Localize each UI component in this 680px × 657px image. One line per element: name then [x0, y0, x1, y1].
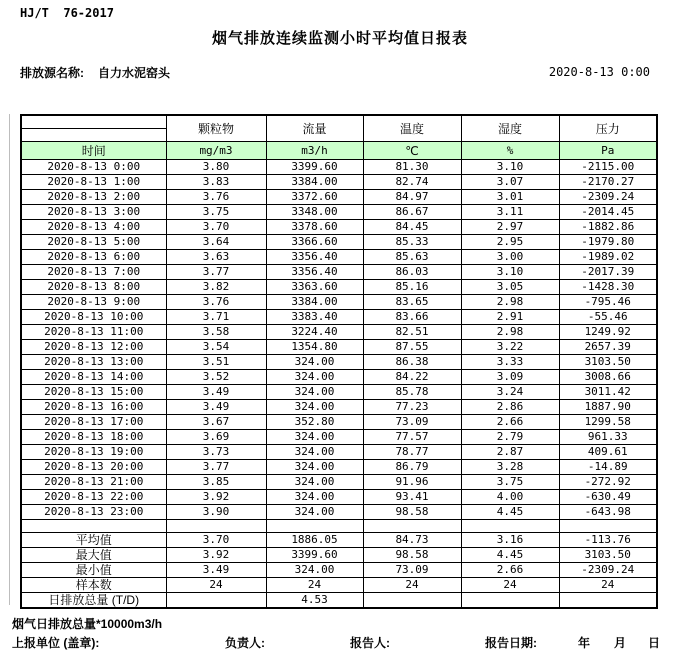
value-cell: 2.66 — [461, 415, 559, 430]
value-cell: -55.46 — [559, 310, 657, 325]
summary-row — [21, 548, 657, 563]
value-cell: 3.70 — [166, 220, 266, 235]
header-blank-top-cell — [21, 115, 166, 129]
value-cell: -1979.80 — [559, 235, 657, 250]
value-cell: 3366.60 — [266, 235, 363, 250]
table-row — [21, 310, 657, 325]
summary-value-cell: 24 — [559, 578, 657, 593]
time-cell: 2020-8-13 12:00 — [21, 340, 166, 355]
value-cell: -1428.30 — [559, 280, 657, 295]
value-cell: 4.45 — [461, 505, 559, 520]
year-label: 年 — [578, 636, 591, 650]
value-cell: -1882.86 — [559, 220, 657, 235]
source-name-label: 排放源名称: — [20, 66, 84, 80]
value-cell: 3.07 — [461, 175, 559, 190]
value-cell: 3356.40 — [266, 265, 363, 280]
value-cell: 86.38 — [363, 355, 461, 370]
value-cell: -630.49 — [559, 490, 657, 505]
value-cell: -2014.45 — [559, 205, 657, 220]
time-cell: 2020-8-13 6:00 — [21, 250, 166, 265]
value-cell: 2.95 — [461, 235, 559, 250]
summary-value-cell: 324.00 — [266, 563, 363, 578]
summary-row — [21, 563, 657, 578]
value-cell: 78.77 — [363, 445, 461, 460]
time-cell: 2020-8-13 3:00 — [21, 205, 166, 220]
value-cell: 3103.50 — [559, 355, 657, 370]
summary-value-cell: 24 — [266, 578, 363, 593]
unit-temperature: ℃ — [363, 142, 461, 160]
value-cell: 3.54 — [166, 340, 266, 355]
table-row — [21, 490, 657, 505]
value-cell: 3.71 — [166, 310, 266, 325]
value-cell: 3372.60 — [266, 190, 363, 205]
empty-cell — [363, 520, 461, 533]
value-cell: 3356.40 — [266, 250, 363, 265]
value-cell: 3.24 — [461, 385, 559, 400]
page-margin-guide — [9, 114, 10, 605]
value-cell: 3.63 — [166, 250, 266, 265]
summary-label-cell: 样本数 — [21, 578, 166, 593]
monitoring-table — [20, 114, 658, 609]
unit-humidity: % — [461, 142, 559, 160]
value-cell: 3378.60 — [266, 220, 363, 235]
value-cell: 73.09 — [363, 415, 461, 430]
value-cell: 324.00 — [266, 460, 363, 475]
table-row — [21, 325, 657, 340]
table-row — [21, 340, 657, 355]
summary-value-cell: -113.76 — [559, 533, 657, 548]
table-row — [21, 445, 657, 460]
time-cell: 2020-8-13 16:00 — [21, 400, 166, 415]
table-row — [21, 265, 657, 280]
param-header-particulate: 颗粒物 — [166, 115, 266, 142]
value-cell: 1249.92 — [559, 325, 657, 340]
value-cell: -14.89 — [559, 460, 657, 475]
value-cell: 82.74 — [363, 175, 461, 190]
time-cell: 2020-8-13 2:00 — [21, 190, 166, 205]
summary-label-cell: 最大值 — [21, 548, 166, 563]
value-cell: 3348.00 — [266, 205, 363, 220]
value-cell: 3.58 — [166, 325, 266, 340]
reporter-label: 报告人: — [350, 636, 390, 650]
value-cell: 81.30 — [363, 160, 461, 175]
value-cell: 2657.39 — [559, 340, 657, 355]
value-cell: 3.69 — [166, 430, 266, 445]
value-cell: 3.82 — [166, 280, 266, 295]
value-cell: 85.78 — [363, 385, 461, 400]
table-row — [21, 400, 657, 415]
param-header-temperature: 温度 — [363, 115, 461, 142]
summary-row — [21, 578, 657, 593]
value-cell: 1887.90 — [559, 400, 657, 415]
value-cell: 3.67 — [166, 415, 266, 430]
summary-label-cell: 平均值 — [21, 533, 166, 548]
value-cell: 77.57 — [363, 430, 461, 445]
summary-value-cell: 1886.05 — [266, 533, 363, 548]
value-cell: 86.67 — [363, 205, 461, 220]
value-cell: 3008.66 — [559, 370, 657, 385]
summary-value-cell: 4.53 — [266, 593, 363, 609]
value-cell: 3.51 — [166, 355, 266, 370]
value-cell: 324.00 — [266, 475, 363, 490]
param-header-flow: 流量 — [266, 115, 363, 142]
value-cell: 3.52 — [166, 370, 266, 385]
summary-row — [21, 533, 657, 548]
time-cell: 2020-8-13 8:00 — [21, 280, 166, 295]
source-name-value: 自力水泥窑头 — [98, 66, 171, 80]
summary-label-cell: 最小值 — [21, 563, 166, 578]
value-cell: 2.86 — [461, 400, 559, 415]
value-cell: 3.10 — [461, 265, 559, 280]
value-cell: 84.97 — [363, 190, 461, 205]
time-cell: 2020-8-13 0:00 — [21, 160, 166, 175]
value-cell: 3.33 — [461, 355, 559, 370]
value-cell: -795.46 — [559, 295, 657, 310]
summary-value-cell: 98.58 — [363, 548, 461, 563]
value-cell: 85.33 — [363, 235, 461, 250]
value-cell: 3011.42 — [559, 385, 657, 400]
value-cell: -2309.24 — [559, 190, 657, 205]
report-datetime: 2020-8-13 0:00 — [548, 65, 650, 79]
value-cell: 1299.58 — [559, 415, 657, 430]
table-row — [21, 385, 657, 400]
value-cell: 86.03 — [363, 265, 461, 280]
value-cell: -2115.00 — [559, 160, 657, 175]
value-cell: 85.16 — [363, 280, 461, 295]
table-row — [21, 250, 657, 265]
value-cell: 91.96 — [363, 475, 461, 490]
time-cell: 2020-8-13 10:00 — [21, 310, 166, 325]
responsible-label: 负责人: — [225, 636, 265, 650]
standard-number: HJ/T 76-2017 — [20, 6, 114, 20]
value-cell: 352.80 — [266, 415, 363, 430]
summary-value-cell: 3103.50 — [559, 548, 657, 563]
empty-cell — [166, 520, 266, 533]
value-cell: 3.80 — [166, 160, 266, 175]
table-row — [21, 205, 657, 220]
value-cell: 324.00 — [266, 505, 363, 520]
value-cell: 77.23 — [363, 400, 461, 415]
value-cell: 324.00 — [266, 490, 363, 505]
param-header-humidity: 湿度 — [461, 115, 559, 142]
value-cell: 2.98 — [461, 325, 559, 340]
time-cell: 2020-8-13 11:00 — [21, 325, 166, 340]
value-cell: -2017.39 — [559, 265, 657, 280]
time-cell: 2020-8-13 19:00 — [21, 445, 166, 460]
value-cell: 82.51 — [363, 325, 461, 340]
summary-value-cell: 24 — [166, 578, 266, 593]
value-cell: 83.65 — [363, 295, 461, 310]
month-label: 月 — [614, 636, 627, 650]
value-cell: 3.83 — [166, 175, 266, 190]
value-cell: 86.79 — [363, 460, 461, 475]
summary-value-cell: -2309.24 — [559, 563, 657, 578]
value-cell: 3.05 — [461, 280, 559, 295]
summary-value-cell: 3.70 — [166, 533, 266, 548]
unit-particulate: mg/m3 — [166, 142, 266, 160]
summary-value-cell: 24 — [461, 578, 559, 593]
value-cell: 3383.40 — [266, 310, 363, 325]
value-cell: 409.61 — [559, 445, 657, 460]
report-unit-label: 上报单位 (盖章): — [12, 636, 100, 650]
summary-value-cell: 3399.60 — [266, 548, 363, 563]
summary-value-cell — [461, 593, 559, 609]
value-cell: 3.76 — [166, 190, 266, 205]
summary-value-cell — [559, 593, 657, 609]
report-title: 烟气排放连续监测小时平均值日报表 — [211, 30, 468, 47]
signature-row — [0, 634, 680, 650]
source-row — [20, 64, 170, 81]
value-cell: 3.28 — [461, 460, 559, 475]
empty-cell — [461, 520, 559, 533]
time-cell: 2020-8-13 18:00 — [21, 430, 166, 445]
units-row — [21, 142, 657, 160]
data-rows — [21, 160, 657, 520]
summary-value-cell — [166, 593, 266, 609]
summary-value-cell: 4.45 — [461, 548, 559, 563]
value-cell: 324.00 — [266, 355, 363, 370]
value-cell: 3224.40 — [266, 325, 363, 340]
time-cell: 2020-8-13 20:00 — [21, 460, 166, 475]
value-cell: 3.10 — [461, 160, 559, 175]
value-cell: 3.76 — [166, 295, 266, 310]
table-row — [21, 505, 657, 520]
table-header — [21, 115, 657, 160]
time-cell: 2020-8-13 13:00 — [21, 355, 166, 370]
table-row — [21, 475, 657, 490]
summary-value-cell: 73.09 — [363, 563, 461, 578]
value-cell: 3.49 — [166, 400, 266, 415]
value-cell: 2.97 — [461, 220, 559, 235]
table-row — [21, 190, 657, 205]
table-row — [21, 430, 657, 445]
value-cell: 3363.60 — [266, 280, 363, 295]
value-cell: 3.85 — [166, 475, 266, 490]
time-cell: 2020-8-13 9:00 — [21, 295, 166, 310]
table-row — [21, 220, 657, 235]
empty-cell — [559, 520, 657, 533]
unit-flow: m3/h — [266, 142, 363, 160]
time-cell: 2020-8-13 1:00 — [21, 175, 166, 190]
header-blank-bottom-cell — [21, 129, 166, 142]
day-label: 日 — [648, 636, 661, 650]
table-row — [21, 370, 657, 385]
value-cell: 98.58 — [363, 505, 461, 520]
time-cell: 2020-8-13 14:00 — [21, 370, 166, 385]
empty-cell — [266, 520, 363, 533]
time-cell: 2020-8-13 23:00 — [21, 505, 166, 520]
value-cell: 84.45 — [363, 220, 461, 235]
value-cell: 3384.00 — [266, 295, 363, 310]
summary-label-cell: 日排放总量 (T/D) — [21, 593, 166, 609]
time-cell: 2020-8-13 15:00 — [21, 385, 166, 400]
summary-value-cell: 3.49 — [166, 563, 266, 578]
table-row — [21, 160, 657, 175]
value-cell: 4.00 — [461, 490, 559, 505]
time-cell: 2020-8-13 17:00 — [21, 415, 166, 430]
summary-value-cell: 84.73 — [363, 533, 461, 548]
table-row — [21, 355, 657, 370]
value-cell: 324.00 — [266, 430, 363, 445]
unit-pressure: Pa — [559, 142, 657, 160]
value-cell: 2.79 — [461, 430, 559, 445]
emission-total-note: 烟气日排放总量*10000m3/h — [12, 617, 163, 631]
value-cell: 87.55 — [363, 340, 461, 355]
value-cell: 324.00 — [266, 370, 363, 385]
value-cell: 2.87 — [461, 445, 559, 460]
value-cell: -272.92 — [559, 475, 657, 490]
value-cell: 3.90 — [166, 505, 266, 520]
value-cell: 324.00 — [266, 385, 363, 400]
value-cell: 3.09 — [461, 370, 559, 385]
summary-row — [21, 593, 657, 609]
time-cell: 2020-8-13 4:00 — [21, 220, 166, 235]
value-cell: -643.98 — [559, 505, 657, 520]
value-cell: 961.33 — [559, 430, 657, 445]
value-cell: 3.92 — [166, 490, 266, 505]
empty-cell — [21, 520, 166, 533]
value-cell: 3.64 — [166, 235, 266, 250]
time-cell: 2020-8-13 5:00 — [21, 235, 166, 250]
value-cell: 3.49 — [166, 385, 266, 400]
value-cell: 3.77 — [166, 460, 266, 475]
time-cell: 2020-8-13 22:00 — [21, 490, 166, 505]
value-cell: 2.91 — [461, 310, 559, 325]
table-row — [21, 415, 657, 430]
summary-value-cell: 3.92 — [166, 548, 266, 563]
value-cell: 84.22 — [363, 370, 461, 385]
value-cell: 83.66 — [363, 310, 461, 325]
value-cell: 93.41 — [363, 490, 461, 505]
value-cell: 85.63 — [363, 250, 461, 265]
value-cell: 3.01 — [461, 190, 559, 205]
value-cell: -1989.02 — [559, 250, 657, 265]
value-cell: 3399.60 — [266, 160, 363, 175]
summary-value-cell: 3.16 — [461, 533, 559, 548]
value-cell: -2170.27 — [559, 175, 657, 190]
value-cell: 3.11 — [461, 205, 559, 220]
table-row — [21, 460, 657, 475]
value-cell: 3.22 — [461, 340, 559, 355]
table-row — [21, 175, 657, 190]
summary-value-cell: 2.66 — [461, 563, 559, 578]
time-cell: 2020-8-13 7:00 — [21, 265, 166, 280]
summary-value-cell — [363, 593, 461, 609]
time-header-cell: 时间 — [21, 142, 166, 160]
table-row — [21, 235, 657, 250]
value-cell: 3.73 — [166, 445, 266, 460]
separator-section — [21, 520, 657, 533]
table-row — [21, 295, 657, 310]
summary-rows — [21, 533, 657, 609]
value-cell: 3.00 — [461, 250, 559, 265]
value-cell: 3.75 — [461, 475, 559, 490]
time-cell: 2020-8-13 21:00 — [21, 475, 166, 490]
empty-row — [21, 520, 657, 533]
value-cell: 3384.00 — [266, 175, 363, 190]
value-cell: 2.98 — [461, 295, 559, 310]
summary-value-cell: 24 — [363, 578, 461, 593]
report-date-label: 报告日期: — [485, 636, 537, 650]
param-header-pressure: 压力 — [559, 115, 657, 142]
value-cell: 1354.80 — [266, 340, 363, 355]
value-cell: 324.00 — [266, 400, 363, 415]
value-cell: 3.77 — [166, 265, 266, 280]
value-cell: 324.00 — [266, 445, 363, 460]
table-row — [21, 280, 657, 295]
value-cell: 3.75 — [166, 205, 266, 220]
